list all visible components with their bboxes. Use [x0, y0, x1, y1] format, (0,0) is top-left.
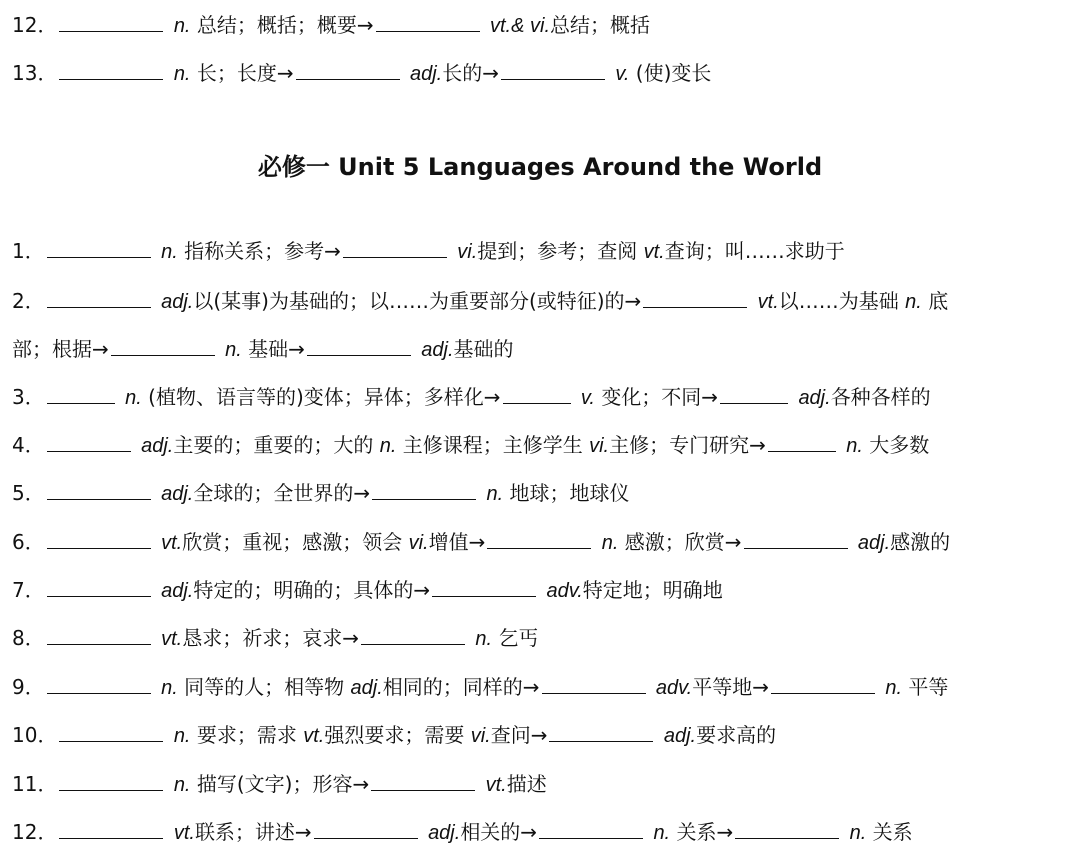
answer-blank[interactable]	[720, 402, 788, 404]
answer-blank[interactable]	[47, 595, 151, 597]
definition-text: 强烈要求；需要	[324, 723, 465, 747]
answer-blank[interactable]	[47, 256, 151, 258]
definition-text: 查询；叫……求助于	[664, 239, 845, 263]
definition-text: 增值→	[428, 530, 486, 554]
definition-text: 大多数	[869, 433, 930, 457]
definition-text: 查问→	[490, 723, 548, 747]
answer-blank[interactable]	[361, 643, 465, 645]
answer-blank[interactable]	[376, 30, 480, 32]
item-number: 3．	[12, 385, 45, 409]
answer-blank[interactable]	[47, 450, 131, 452]
definition-text: 以……为基础	[778, 289, 899, 313]
item-12	[12, 817, 1070, 847]
definition-text: 基础的	[453, 337, 514, 361]
part-of-speech: vi.	[470, 725, 491, 747]
answer-blank[interactable]	[768, 450, 836, 452]
item-number: 9．	[12, 675, 45, 699]
part-of-speech: n.	[161, 241, 178, 263]
definition-text: 底	[928, 289, 949, 313]
answer-blank[interactable]	[432, 595, 536, 597]
part-of-speech: vt.& vi.	[489, 15, 550, 37]
definition-text: 要求；需求	[196, 723, 297, 747]
definition-text: 要求高的	[696, 723, 777, 747]
definition-text: 主修课程；主修学生	[402, 433, 583, 457]
definition-text: 特定地；明确地	[582, 578, 723, 602]
answer-blank[interactable]	[735, 837, 839, 839]
part-of-speech: adj.	[161, 580, 194, 602]
definition-text: 指称关系；参考→	[184, 239, 341, 263]
part-of-speech: adj.	[350, 677, 383, 699]
definition-text: (植物、语言等的)变体；异体；多样化→	[148, 385, 501, 409]
definition-text: 长的→	[442, 61, 499, 85]
answer-blank[interactable]	[111, 354, 215, 356]
answer-blank[interactable]	[47, 692, 151, 694]
item-number: 11．	[12, 772, 58, 796]
answer-blank[interactable]	[542, 692, 646, 694]
answer-blank[interactable]	[503, 402, 571, 404]
item-4	[12, 430, 1070, 460]
answer-blank[interactable]	[314, 837, 418, 839]
answer-blank[interactable]	[47, 643, 151, 645]
answer-blank[interactable]	[47, 547, 151, 549]
part-of-speech: vi.	[457, 241, 478, 263]
definition-text: 欣赏；重视；感激；领会	[182, 530, 403, 554]
definition-text: 乞丐	[498, 626, 539, 650]
part-of-speech: n.	[173, 725, 191, 747]
part-of-speech: adj.	[421, 339, 454, 361]
definition-text: 相关的→	[460, 820, 538, 844]
part-of-speech: adv.	[546, 580, 583, 602]
item-8	[12, 623, 1070, 653]
part-of-speech: adj.	[409, 63, 443, 85]
part-of-speech: n.	[905, 291, 922, 313]
definition-text: 平等	[908, 675, 949, 699]
item-11	[12, 769, 1070, 799]
definition-text: 地球；地球仪	[509, 481, 630, 505]
item-9	[12, 672, 1070, 702]
part-of-speech: n.	[125, 387, 142, 409]
part-of-speech: adv.	[655, 677, 693, 699]
answer-blank[interactable]	[307, 354, 411, 356]
part-of-speech: vt.	[303, 725, 325, 747]
definition-text: 变化；不同→	[601, 385, 719, 409]
definition-text: 关系→	[676, 820, 734, 844]
definition-text: 提到；参考；查阅	[477, 239, 638, 263]
part-of-speech: vi.	[589, 435, 610, 457]
definition-text: 部；根据→	[12, 337, 109, 361]
item-5	[12, 478, 1070, 508]
answer-blank[interactable]	[487, 547, 591, 549]
item-number: 12．	[12, 820, 58, 844]
definition-text: 描述	[506, 772, 547, 796]
definition-text: 全球的；全世界的→	[193, 481, 371, 505]
part-of-speech: vt.	[757, 291, 779, 313]
definition-text: 长；长度→	[196, 61, 294, 85]
definition-text: 各种各样的	[830, 385, 931, 409]
definition-text: (使)变长	[635, 61, 712, 85]
answer-blank[interactable]	[59, 30, 163, 32]
definition-text: 平等地→	[692, 675, 769, 699]
answer-blank[interactable]	[59, 837, 163, 839]
part-of-speech: vi.	[408, 532, 429, 554]
answer-blank[interactable]	[372, 498, 476, 500]
definition-text: 关系	[872, 820, 913, 844]
answer-blank[interactable]	[371, 789, 475, 791]
answer-blank[interactable]	[47, 402, 115, 404]
item-number: 2．	[12, 289, 45, 313]
item-1	[12, 236, 1070, 266]
item-number: 1．	[12, 239, 45, 263]
prev-item-12	[12, 10, 1070, 40]
part-of-speech: adj.	[857, 532, 891, 554]
definition-text: 以(某事)为基础的；以……为重要部分(或特征)的→	[193, 289, 642, 313]
item-number: 13．	[12, 61, 58, 85]
answer-blank[interactable]	[771, 692, 875, 694]
answer-blank[interactable]	[296, 78, 400, 80]
item-number: 12．	[12, 13, 58, 37]
definition-text: 总结；概括	[550, 13, 650, 37]
part-of-speech: vt.	[161, 532, 183, 554]
answer-blank[interactable]	[643, 306, 747, 308]
part-of-speech: n.	[173, 15, 191, 37]
item-number: 6．	[12, 530, 45, 554]
part-of-speech: n.	[475, 628, 493, 650]
part-of-speech: adj.	[663, 725, 697, 747]
definition-text: 主修；专门研究→	[609, 433, 766, 457]
answer-blank[interactable]	[47, 498, 151, 500]
item-10	[12, 720, 1070, 750]
part-of-speech: n.	[653, 822, 671, 844]
part-of-speech: vt.	[643, 241, 665, 263]
item-6	[12, 527, 1070, 557]
item-number: 10．	[12, 723, 58, 747]
item-3	[12, 382, 1070, 412]
answer-blank[interactable]	[744, 547, 848, 549]
definition-text: 同等的人；相等物	[184, 675, 345, 699]
section-title: 必修一 Unit 5 Languages Around the World	[257, 153, 823, 181]
answer-blank[interactable]	[59, 740, 163, 742]
part-of-speech: v.	[615, 63, 630, 85]
part-of-speech: adj.	[798, 387, 831, 409]
part-of-speech: vt.	[173, 822, 195, 844]
answer-blank[interactable]	[501, 78, 605, 80]
item-number: 5．	[12, 481, 45, 505]
part-of-speech: vt.	[485, 774, 507, 796]
definition-text: 感激；欣赏→	[624, 530, 742, 554]
definition-text: 特定的；明确的；具体的→	[193, 578, 431, 602]
definition-text: 相同的；同样的→	[382, 675, 540, 699]
answer-blank[interactable]	[539, 837, 643, 839]
item-2-continued	[12, 334, 1070, 364]
definition-text: 恳求；祈求；哀求→	[182, 626, 359, 650]
item-number: 4．	[12, 433, 45, 457]
item-2	[12, 286, 1070, 316]
part-of-speech: v.	[580, 387, 595, 409]
part-of-speech: n.	[849, 822, 867, 844]
part-of-speech: n.	[379, 435, 397, 457]
part-of-speech: adj.	[141, 435, 174, 457]
part-of-speech: n.	[161, 677, 178, 699]
definition-text: 总结；概括；概要→	[196, 13, 374, 37]
answer-blank[interactable]	[59, 78, 163, 80]
definition-text: 主要的；重要的；大的	[173, 433, 374, 457]
prev-item-13	[12, 58, 1070, 88]
answer-blank[interactable]	[47, 306, 151, 308]
part-of-speech: n.	[885, 677, 903, 699]
part-of-speech: vt.	[161, 628, 183, 650]
part-of-speech: n.	[173, 774, 191, 796]
part-of-speech: n.	[486, 483, 504, 505]
answer-blank[interactable]	[343, 256, 447, 258]
answer-blank[interactable]	[59, 789, 163, 791]
definition-text: 基础→	[248, 337, 305, 361]
item-number: 8．	[12, 626, 45, 650]
item-number: 7．	[12, 578, 45, 602]
part-of-speech: n.	[173, 63, 191, 85]
part-of-speech: n.	[846, 435, 863, 457]
part-of-speech: n.	[601, 532, 619, 554]
definition-text: 描写(文字)；形容→	[196, 772, 370, 796]
definition-text: 感激的	[890, 530, 951, 554]
part-of-speech: n.	[225, 339, 242, 361]
part-of-speech: adj.	[428, 822, 461, 844]
answer-blank[interactable]	[549, 740, 653, 742]
part-of-speech: adj.	[161, 483, 194, 505]
part-of-speech: adj.	[161, 291, 194, 313]
item-7	[12, 575, 1070, 605]
definition-text: 联系；讲述→	[194, 820, 312, 844]
